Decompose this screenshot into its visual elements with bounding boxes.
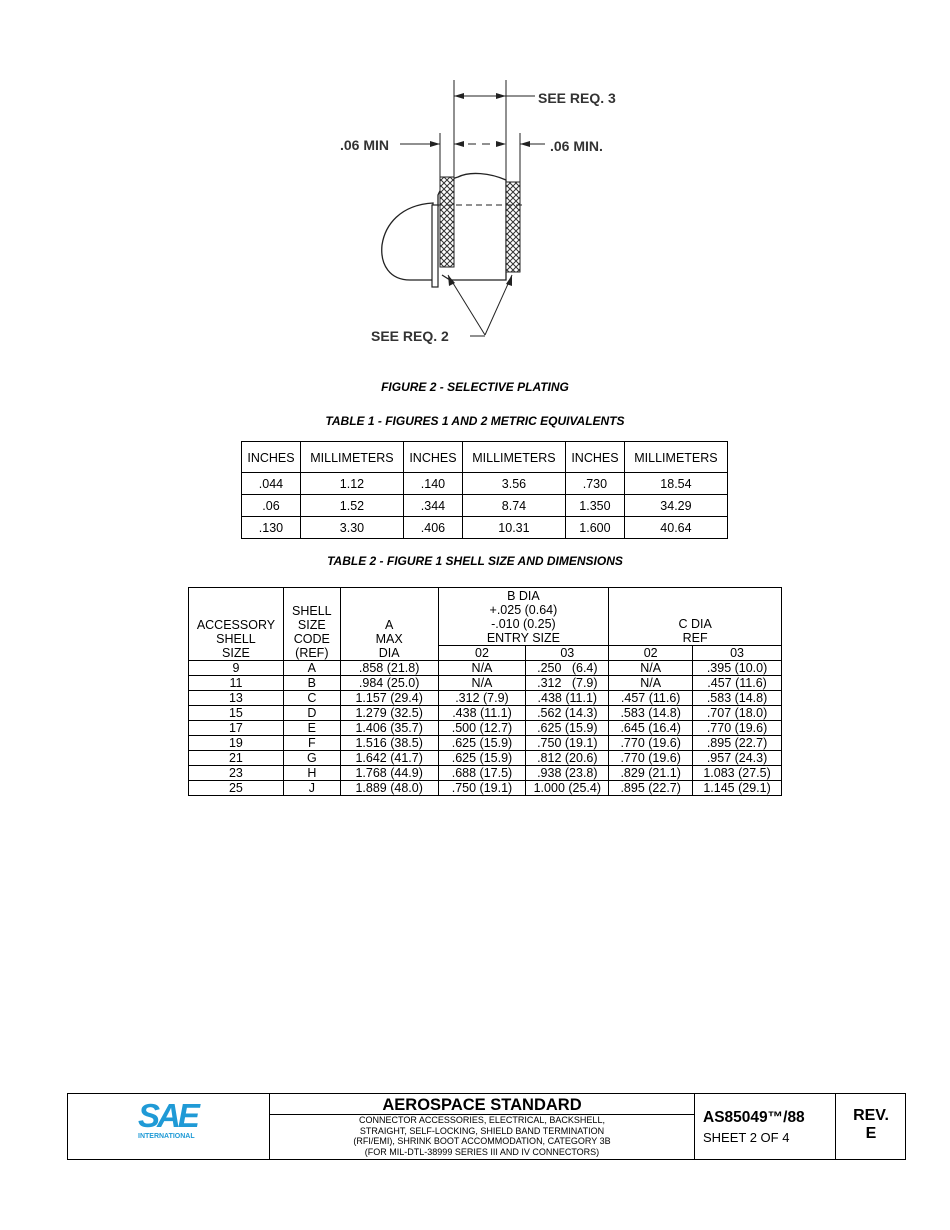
shell-size-table — [188, 587, 782, 796]
table-cell: 1.279 (32.5) — [340, 706, 438, 721]
table-cell: .312 (7.9) — [526, 676, 609, 691]
table-cell: .562 (14.3) — [526, 706, 609, 721]
table-cell: 1.768 (44.9) — [340, 766, 438, 781]
table-header-cell: MILLIMETERS — [462, 442, 565, 473]
metric-equivalents-table — [241, 441, 728, 539]
table-cell: .938 (23.8) — [526, 766, 609, 781]
table-cell: 17 — [189, 721, 284, 736]
table-cell: 13 — [189, 691, 284, 706]
table-cell: .130 — [242, 517, 301, 539]
table-cell: .438 (11.1) — [526, 691, 609, 706]
title-block — [67, 1093, 906, 1160]
table-cell: N/A — [609, 676, 693, 691]
table-cell: 1.083 (27.5) — [693, 766, 782, 781]
table-cell: N/A — [609, 661, 693, 676]
table-row — [189, 691, 782, 706]
table-cell: N/A — [438, 676, 526, 691]
table-cell: 10.31 — [462, 517, 565, 539]
table-cell: 1.642 (41.7) — [340, 751, 438, 766]
table-header-row — [242, 442, 728, 473]
table-cell: 15 — [189, 706, 284, 721]
table-cell: .344 — [403, 495, 462, 517]
header-a-max-dia: A MAX DIA — [340, 588, 438, 661]
revision-cell — [836, 1094, 906, 1159]
table-cell: 1.000 (25.4) — [526, 781, 609, 796]
description-line: (FOR MIL-DTL-38999 SERIES III AND IV CONNECTORS) — [364, 1146, 600, 1157]
table-cell: .06 — [242, 495, 301, 517]
table-cell: 18.54 — [624, 473, 727, 495]
table-cell: .625 (15.9) — [526, 721, 609, 736]
table-cell: J — [283, 781, 340, 796]
table-cell: 1.516 (38.5) — [340, 736, 438, 751]
table-row — [189, 721, 782, 736]
header-b-03: 03 — [526, 646, 609, 661]
table-header-cell: INCHES — [403, 442, 462, 473]
table-row — [189, 766, 782, 781]
table-cell: .395 (10.0) — [693, 661, 782, 676]
table-cell: .895 (22.7) — [609, 781, 693, 796]
min-left-callout: .06 MIN — [340, 137, 390, 153]
table-cell: 1.12 — [300, 473, 403, 495]
table-row — [189, 676, 782, 691]
table-cell: .457 (11.6) — [693, 676, 782, 691]
table-cell: 1.145 (29.1) — [693, 781, 782, 796]
see-req-3-callout: SEE REQ. 3 — [538, 90, 616, 106]
table-cell: .730 — [565, 473, 624, 495]
table-cell: 40.64 — [624, 517, 727, 539]
sae-logo — [136, 1099, 208, 1139]
table-cell: .583 (14.8) — [693, 691, 782, 706]
table-cell: 1.350 — [565, 495, 624, 517]
description-line: CONNECTOR ACCESSORIES, ELECTRICAL, BACKSHELL, — [359, 1115, 605, 1125]
table-row — [189, 736, 782, 751]
table-cell: .645 (16.4) — [609, 721, 693, 736]
table-cell: .140 — [403, 473, 462, 495]
table-header-cell: MILLIMETERS — [624, 442, 727, 473]
table-cell: 3.56 — [462, 473, 565, 495]
table-cell: 3.30 — [300, 517, 403, 539]
header-c-02: 02 — [609, 646, 693, 661]
table-cell: E — [283, 721, 340, 736]
table-cell: .438 (11.1) — [438, 706, 526, 721]
table-cell: 1.157 (29.4) — [340, 691, 438, 706]
selective-plating-figure — [330, 75, 640, 350]
table-cell: 9 — [189, 661, 284, 676]
figure-caption: FIGURE 2 - SELECTIVE PLATING — [381, 380, 569, 394]
header-shell-size-code: SHELL SIZE CODE (REF) — [283, 588, 340, 661]
table-cell: .750 (19.1) — [438, 781, 526, 796]
logo-cell — [68, 1094, 270, 1159]
table-cell: 1.406 (35.7) — [340, 721, 438, 736]
header-b-dia: B DIA +.025 (0.64) -.010 (0.25) ENTRY SIZE — [438, 588, 609, 646]
description-line: STRAIGHT, SELF-LOCKING, SHIELD BAND TERMINATION — [359, 1125, 605, 1136]
table-cell: B — [283, 676, 340, 691]
table-cell: .500 (12.7) — [438, 721, 526, 736]
table-row — [189, 706, 782, 721]
table-cell: .250 (6.4) — [526, 661, 609, 676]
table-header-cell: MILLIMETERS — [300, 442, 403, 473]
title-cell — [270, 1094, 695, 1159]
table-cell: 1.889 (48.0) — [340, 781, 438, 796]
table-cell: .858 (21.8) — [340, 661, 438, 676]
table-cell: .457 (11.6) — [609, 691, 693, 706]
table-header-cell: INCHES — [565, 442, 624, 473]
table-cell: H — [283, 766, 340, 781]
table-cell: 1.52 — [300, 495, 403, 517]
table-cell: .770 (19.6) — [693, 721, 782, 736]
description-line: (RFI/EMI), SHRINK BOOT ACCOMMODATION, CATEGORY 3B — [353, 1136, 611, 1146]
table-cell: F — [283, 736, 340, 751]
header-accessory-shell-size: ACCESSORY SHELL SIZE — [189, 588, 284, 661]
table-cell: .770 (19.6) — [609, 736, 693, 751]
table-cell: 34.29 — [624, 495, 727, 517]
table-cell: .625 (15.9) — [438, 751, 526, 766]
table-row — [189, 751, 782, 766]
table-cell: .044 — [242, 473, 301, 495]
table-cell: .625 (15.9) — [438, 736, 526, 751]
table-cell: 11 — [189, 676, 284, 691]
table-row — [242, 517, 728, 539]
table-row — [242, 495, 728, 517]
table-cell: N/A — [438, 661, 526, 676]
table-cell: .895 (22.7) — [693, 736, 782, 751]
table-cell: C — [283, 691, 340, 706]
table-cell: .812 (20.6) — [526, 751, 609, 766]
table-cell: D — [283, 706, 340, 721]
table-row — [189, 661, 782, 676]
standard-title: AEROSPACE STANDARD — [270, 1094, 694, 1115]
min-right-callout: .06 MIN. — [550, 138, 603, 154]
table-cell: .583 (14.8) — [609, 706, 693, 721]
table-cell: .957 (24.3) — [693, 751, 782, 766]
table-cell: .406 — [403, 517, 462, 539]
table-cell: .829 (21.1) — [609, 766, 693, 781]
revision-label: REV. — [853, 1107, 889, 1124]
header-c-03: 03 — [693, 646, 782, 661]
table-cell: .984 (25.0) — [340, 676, 438, 691]
revision-value: E — [865, 1125, 877, 1142]
table-cell: 25 — [189, 781, 284, 796]
see-req-2-callout: SEE REQ. 2 — [371, 328, 449, 344]
table-cell: 8.74 — [462, 495, 565, 517]
header-c-dia: C DIA REF — [609, 588, 782, 646]
table-row — [242, 473, 728, 495]
table-header-cell: INCHES — [242, 442, 301, 473]
table-cell: .688 (17.5) — [438, 766, 526, 781]
document-number: AS85049™/88 — [703, 1109, 805, 1126]
table-cell: 23 — [189, 766, 284, 781]
table-cell: 19 — [189, 736, 284, 751]
sheet-number: SHEET 2 OF 4 — [703, 1130, 790, 1145]
table-cell: 21 — [189, 751, 284, 766]
table-cell: .750 (19.1) — [526, 736, 609, 751]
table-row — [189, 781, 782, 796]
table-cell: G — [283, 751, 340, 766]
table-cell: .312 (7.9) — [438, 691, 526, 706]
table-cell: 1.600 — [565, 517, 624, 539]
svg-text:INTERNATIONAL: INTERNATIONAL — [138, 1133, 195, 1139]
table-cell: .770 (19.6) — [609, 751, 693, 766]
header-b-02: 02 — [438, 646, 526, 661]
table-cell: .707 (18.0) — [693, 706, 782, 721]
table1-caption: TABLE 1 - FIGURES 1 AND 2 METRIC EQUIVALENTS — [325, 414, 625, 428]
svg-text:SAE: SAE — [138, 1099, 197, 1134]
table-cell: A — [283, 661, 340, 676]
table2-caption: TABLE 2 - FIGURE 1 SHELL SIZE AND DIMENSIONS — [327, 554, 623, 568]
document-cell — [695, 1094, 836, 1159]
